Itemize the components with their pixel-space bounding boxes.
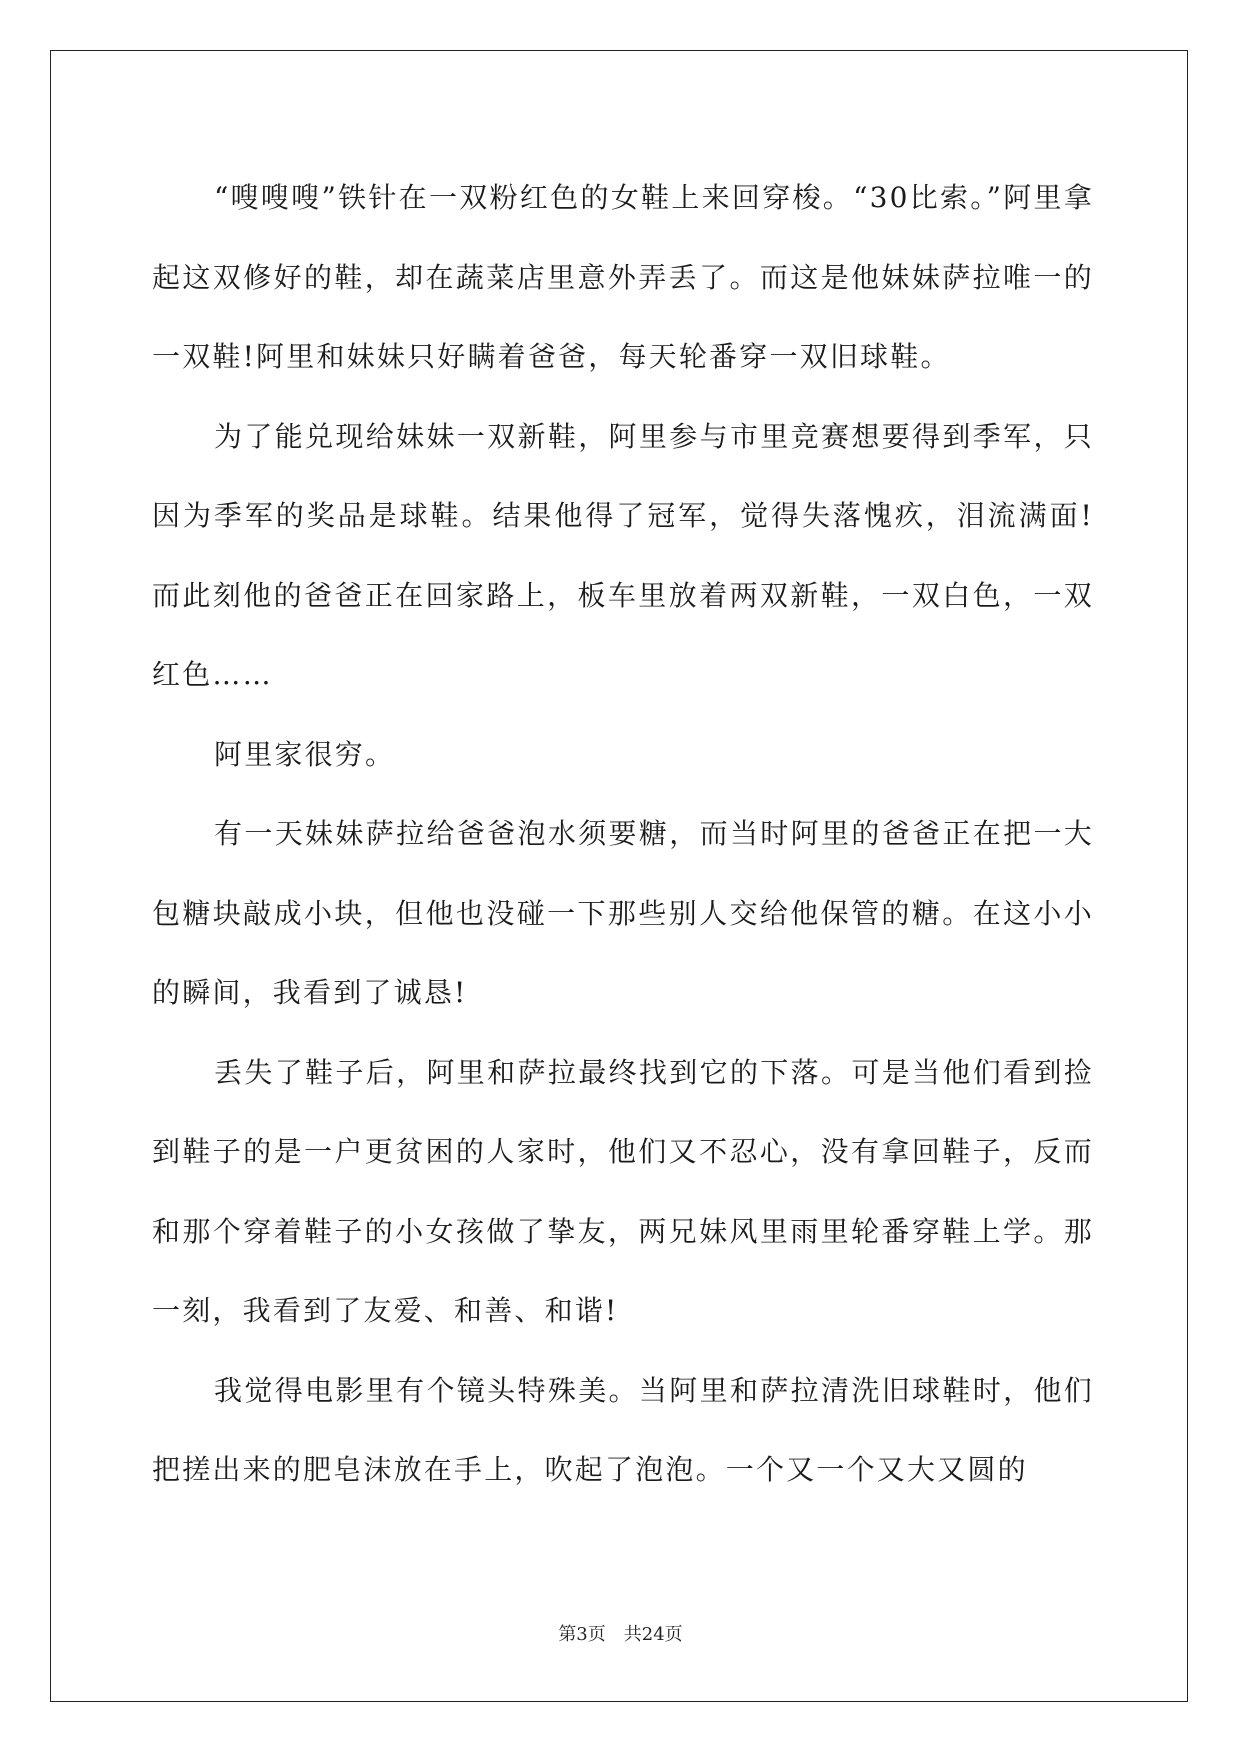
page-footer [0,1620,1241,1646]
paragraph: 阿里家很穷。 [214,737,396,771]
page-total: 共24页 [623,1624,683,1645]
page-number: 第3页 [558,1624,606,1645]
paragraph: “嗖嗖嗖”铁针在一双粉红色的女鞋上来回穿梭。“30比索。”阿里拿起这双修好的鞋，却在蔬菜店里意外弄丢了。而这是他妹妹萨拉唯一的一双鞋!阿里和妹妹只好瞒着爸爸，每天轮番穿一双旧球鞋。 [152,181,1094,373]
paragraph: 为了能兑现给妹妹一双新鞋，阿里参与市里竞赛想要得到季军，只因为季军的奖品是球鞋。结果他得了冠军，觉得失落愧疚，泪流满面!而此刻他的爸爸正在回家路上，板车里放着两双新鞋，一双白色，一双红色…… [152,419,1094,691]
document-body [152,158,1094,1510]
paragraph: 我觉得电影里有个镜头特殊美。当阿里和萨拉清洗旧球鞋时，他们把搓出来的肥皂沫放在手上，吹起了泡泡。一个又一个又大又圆的 [152,1373,1094,1486]
paragraph: 丢失了鞋子后，阿里和萨拉最终找到它的下落。可是当他们看到捡到鞋子的是一户更贫困的人家时，他们又不忍心，没有拿回鞋子，反而和那个穿着鞋子的小女孩做了挚友，两兄妹风里雨里轮番穿鞋上学。那一刻，我看到了友爱、和善、和谐! [152,1055,1094,1327]
paragraph: 有一天妹妹萨拉给爸爸泡水须要糖，而当时阿里的爸爸正在把一大包糖块敲成小块，但他也没碰一下那些别人交给他保管的糖。在这小小的瞬间，我看到了诚恳! [152,817,1094,1009]
